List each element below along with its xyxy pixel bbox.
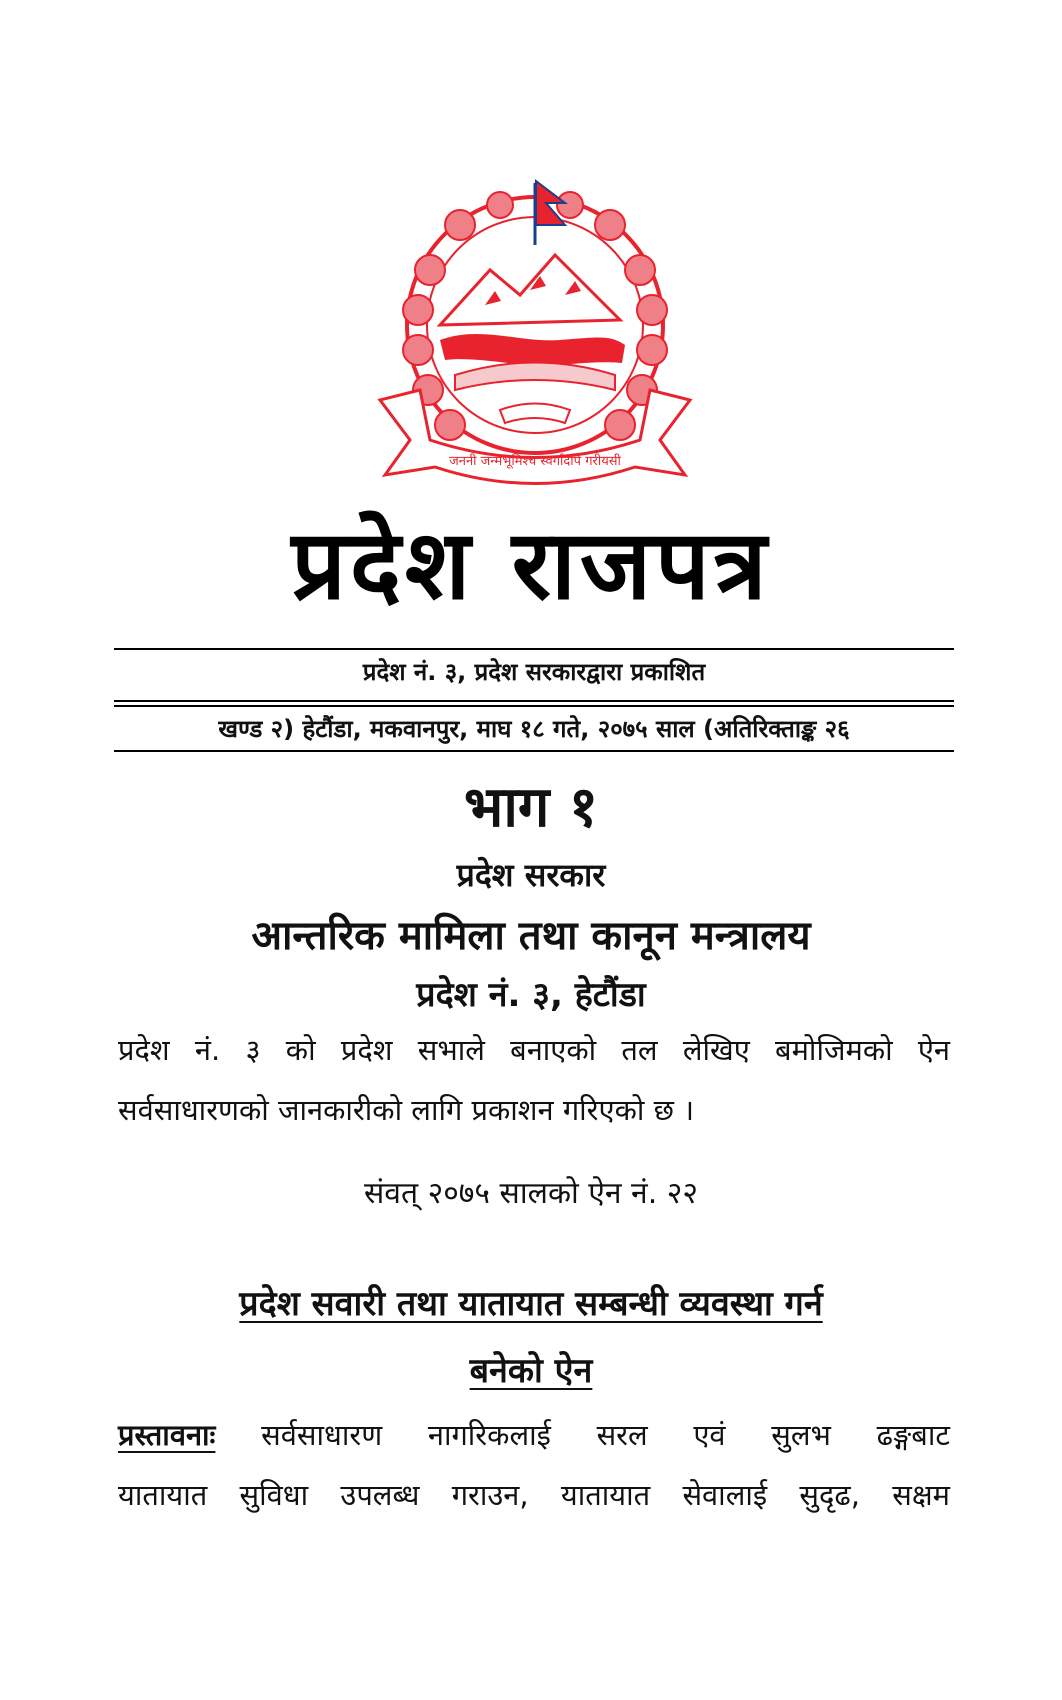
act-title-text-2: बनेको ऐन — [469, 1351, 593, 1391]
divider-bottom — [114, 750, 954, 752]
act-number: संवत् २०७५ सालको ऐन नं. २२ — [364, 1176, 698, 1211]
location-heading: प्रदेश नं. ३, हेटौंडा — [416, 975, 646, 1015]
preamble-label: प्रस्तावनाः — [118, 1418, 216, 1452]
notice-text-line-2: सर्वसाधारणको जानकारीको लागि प्रकाशन गरिएको छ । — [118, 1093, 695, 1127]
nepal-emblem-icon — [360, 175, 710, 495]
act-title-line-2 — [0, 1345, 1062, 1397]
divider-top — [114, 648, 954, 650]
publisher-line: प्रदेश नं. ३, प्रदेश सरकारद्वारा प्रकाशित — [362, 658, 706, 686]
preamble-line-1 — [118, 1405, 950, 1465]
part-heading: भाग १ — [463, 775, 599, 840]
act-title-text-1: प्रदेश सवारी तथा यातायात सम्बन्धी व्यवस्था गर्न — [239, 1284, 823, 1324]
government-heading: प्रदेश सरकार — [456, 856, 606, 894]
emblem-motto: जननी जन्मभूमिश्च स्वर्गादपि गरीयसी — [449, 454, 621, 469]
volume-issue-line: खण्ड २) हेटौंडा, मकवानपुर, माघ १८ गते, २०७५ साल (अतिरिक्ताङ्क २६ — [218, 715, 850, 743]
notice-text-line-1: प्रदेश नं. ३ को प्रदेश सभाले बनाएको तल लेखिए बमोजिमको ऐन — [118, 1033, 950, 1067]
gazette-masthead: प्रदेश राजपत्र — [291, 509, 771, 621]
preamble-text-1: सर्वसाधारण नागरिकलाई सरल एवं सुलभ ढङ्गबाट — [261, 1418, 950, 1452]
ministry-heading: आन्तरिक मामिला तथा कानून मन्त्रालय — [251, 913, 811, 959]
act-title-line-1 — [0, 1278, 1062, 1330]
divider-middle-1 — [114, 700, 954, 702]
preamble-line-2: यातायात सुविधा उपलब्ध गराउन, यातायात सेवालाई सुदृढ, सक्षम — [118, 1478, 950, 1512]
divider-middle-2 — [114, 705, 954, 707]
